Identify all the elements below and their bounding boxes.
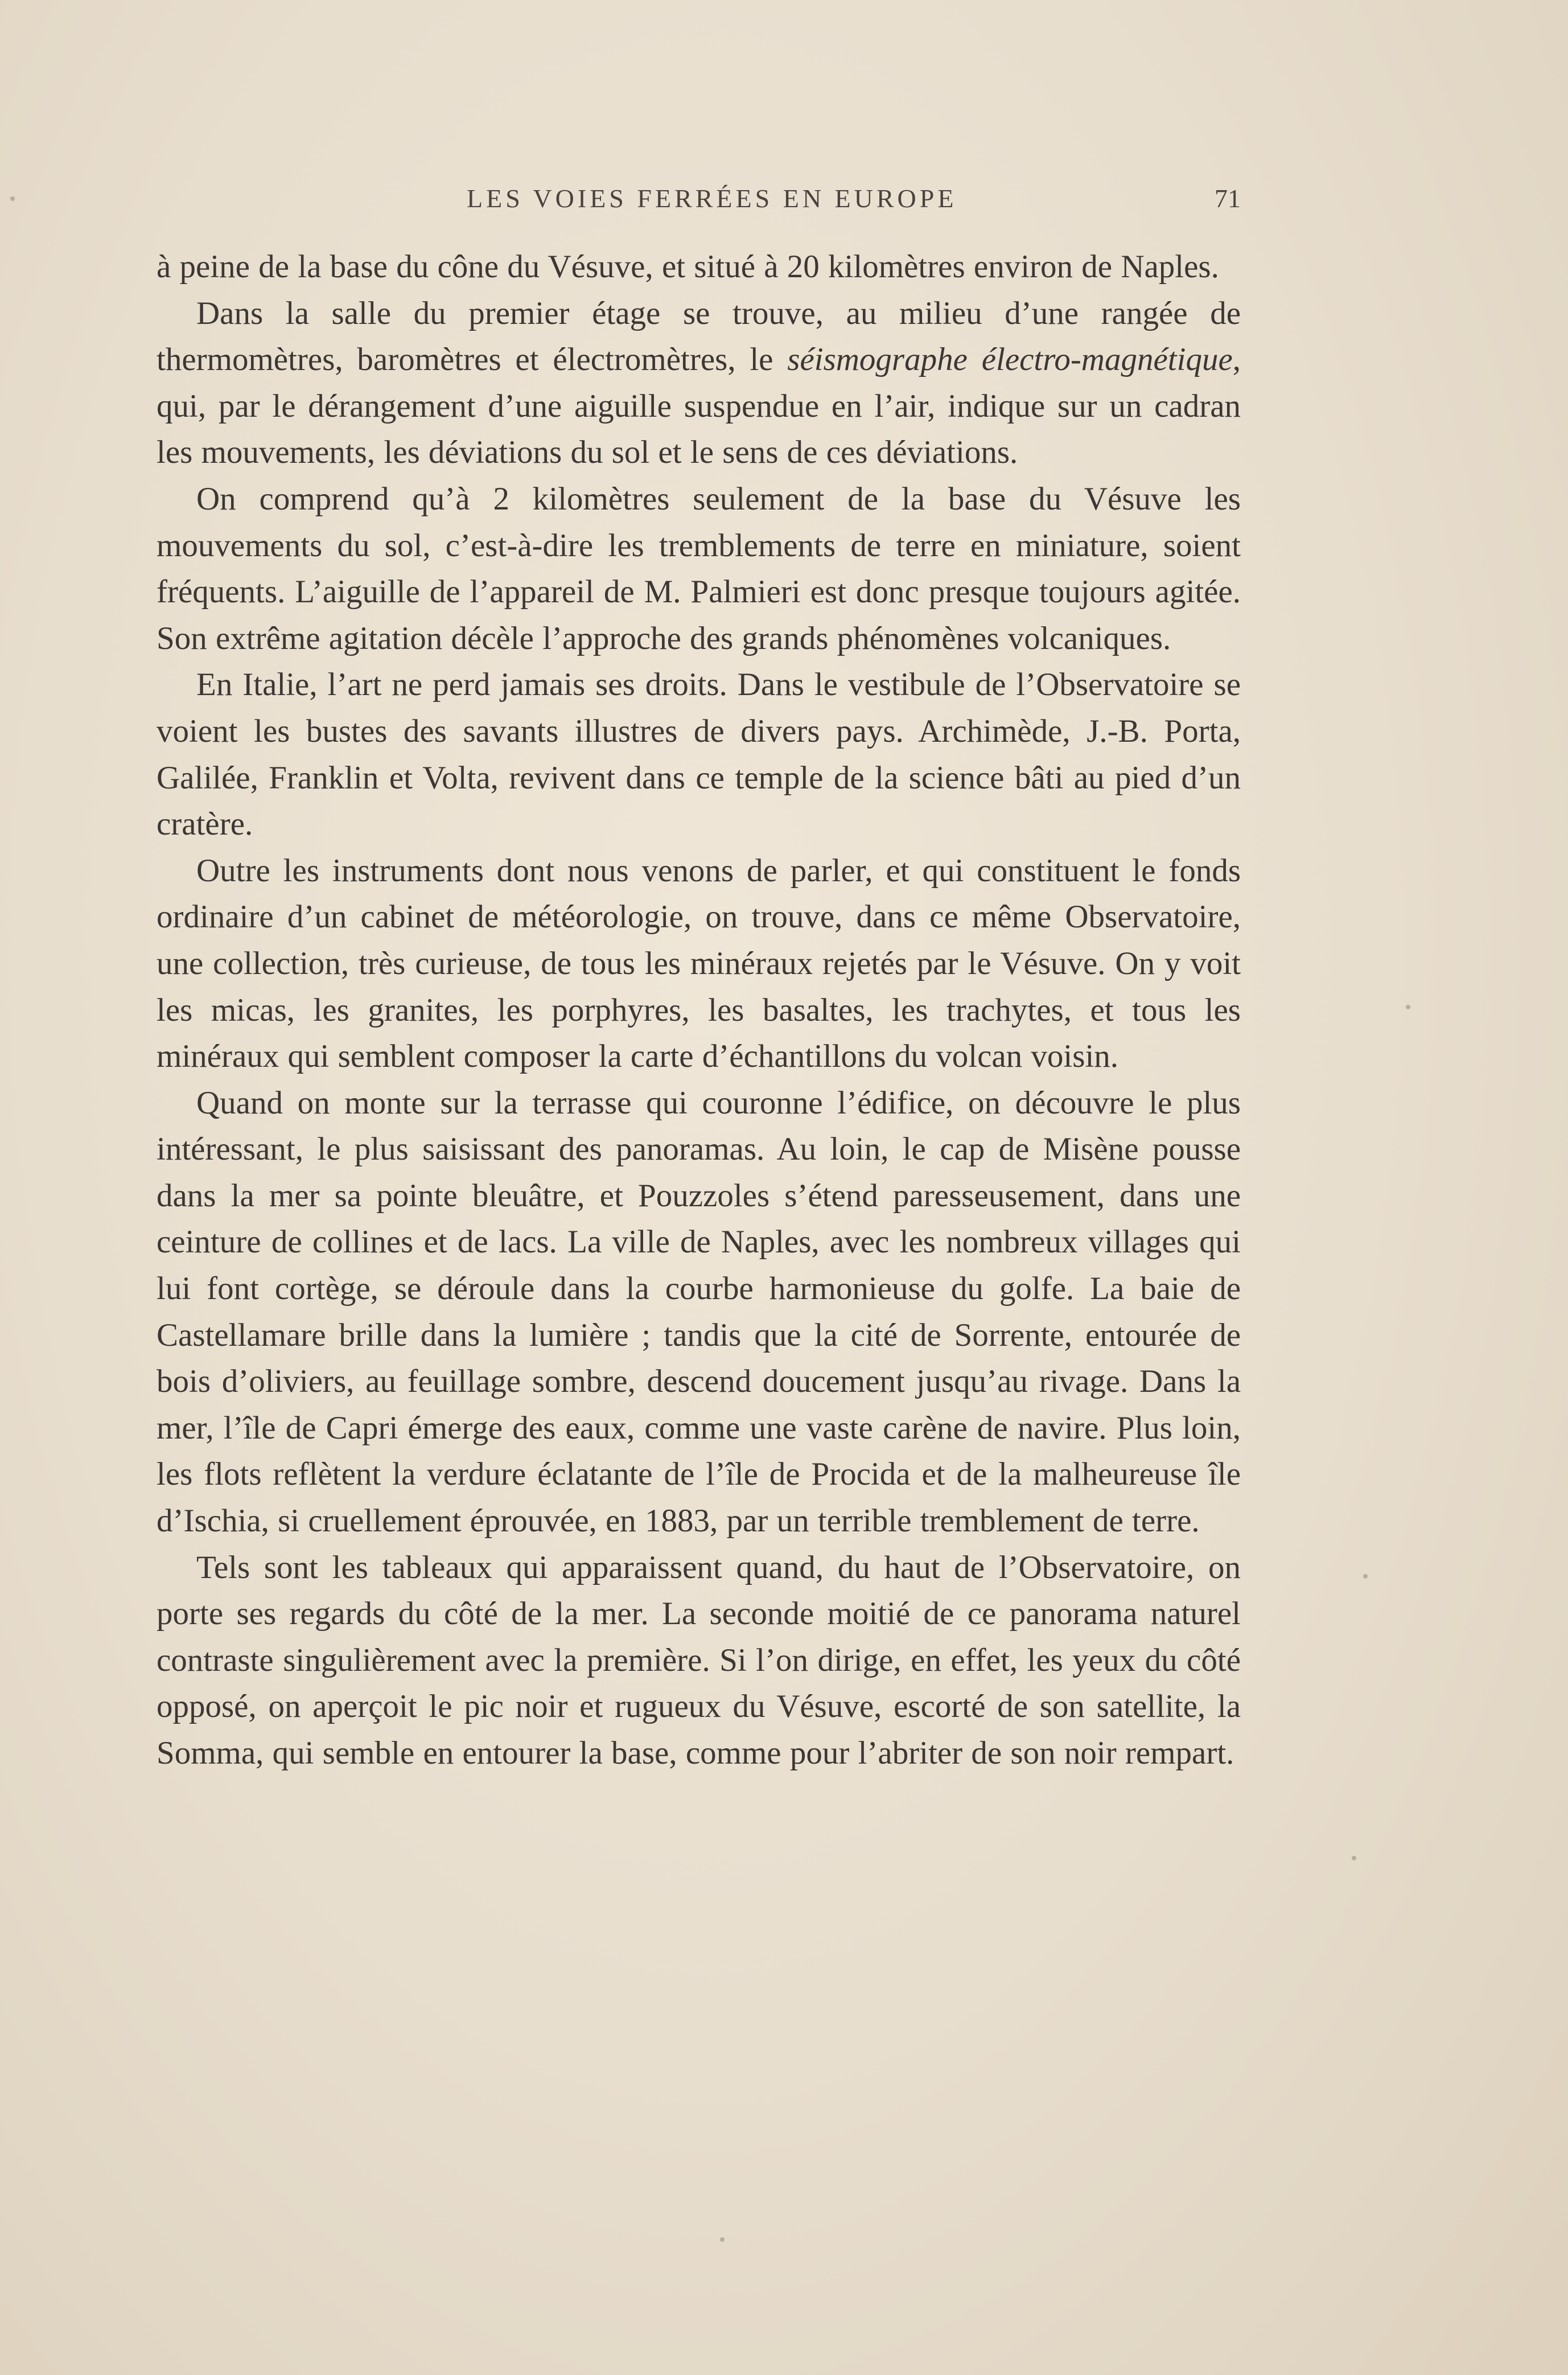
running-head — [159, 183, 1241, 229]
running-title: LES VOIES FERRÉES EN EUROPE — [467, 184, 957, 213]
paper-speck — [720, 2237, 725, 2242]
paragraph-2-italic-term: séismographe électro-magnétique — [787, 342, 1233, 378]
paper-speck — [1363, 1574, 1368, 1579]
paragraph-7: Tels sont les tableaux qui apparaissent quand, du haut de l’Observatoire, on porte ses regards du côté de la mer. La seconde moitié de ce panorama naturel contraste singulièrement avec la première. Si l’on dirige, en effet, les yeux du côté opposé, on aperçoit le pic noir et rugueux du Vésuve, escorté de son satellite, la Somma, qui semble en entourer la base, comme pour l’abriter de son noir rempart. — [157, 1549, 1241, 1771]
paragraph-6: Quand on monte sur la terrasse qui couronne l’édifice, on découvre le plus intéressant, le plus saisissant des panoramas. Au loin, le cap de Misène pousse dans la mer sa pointe bleuâtre, et Pouzzoles s’étend paresseusement, dans une ceinture de collines et de lacs. La ville de Naples, avec les nombreux villages qui lui font cortège, se déroule dans la courbe harmonieuse du golfe. La baie de Castellamare brille dans la lumière ; tandis que la cité de Sorrente, entourée de bois d’oliviers, au feuillage sombre, descend doucement jusqu’au rivage. Dans la mer, l’île de Capri émerge des eaux, comme une vaste carène de navire. Plus loin, les flots reflètent la verdure éclatante de l’île de Procida et de la malheureuse île d’Ischia, si cruellement éprouvée, en 1883, par un terrible tremblement de terre. — [157, 1084, 1241, 1539]
paragraph-5: Outre les instruments dont nous venons de parler, et qui constituent le fonds ordinaire d’un cabinet de météorologie, on trouve, dans ce même Observatoire, une collection, très curieuse, de tous les minéraux rejetés par le Vésuve. On y voit les micas, les granites, les porphyres, les basaltes, les trachytes, et tous les minéraux qui semblent composer la carte d’échantillons du volcan voisin. — [157, 852, 1241, 1075]
paper-speck — [10, 196, 15, 201]
body-text — [157, 244, 1241, 1777]
paragraph-2-text-end: , qui, par le dérangement d’une aiguille suspendue en l’air, indique sur un cadran les mouvements, les déviations du sol et le sens de ces déviations. — [157, 342, 1241, 471]
paper-speck — [1352, 1856, 1356, 1860]
paper-speck — [1406, 1005, 1410, 1009]
paragraph-2 — [157, 290, 1241, 476]
paragraph-4: En Italie, l’art ne perd jamais ses droits. Dans le vestibule de l’Observatoire se voient les bustes des savants illustres de divers pays. Archimède, J.-B. Porta, Galilée, Franklin et Volta, revivent dans ce temple de la science bâti au pied d’un cratère. — [157, 667, 1241, 843]
paragraph-1: à peine de la base du cône du Vésuve, et situé à 20 kilomètres environ de Naples. — [157, 249, 1219, 285]
paragraph-2-text-start: Dans la salle du premier étage se trouve, au milieu d’une rangée de thermomètres, baromètres et électromètres, le — [157, 295, 1241, 378]
paragraph-3: On comprend qu’à 2 kilomètres seulement de la base du Vésuve les mouvements du sol, c’est-à-dire les tremblements de terre en miniature, soient fréquents. L’aiguille de l’appareil de M. Palmieri est donc presque toujours agitée. Son extrême agitation décèle l’approche des grands phénomènes volcaniques. — [157, 480, 1241, 656]
page-number: 71 — [1215, 184, 1241, 213]
